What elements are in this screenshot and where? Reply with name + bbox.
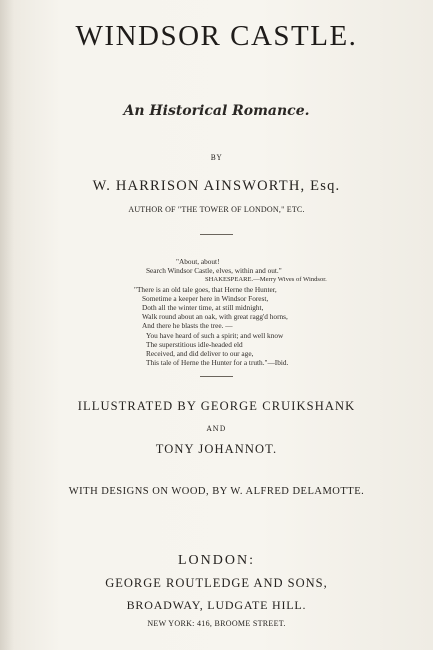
new-york-address: NEW YORK: 416, BROOME STREET. <box>147 619 286 628</box>
epigraph-line: You have heard of such a spirit; and well know <box>146 331 284 340</box>
author-credit: AUTHOR OF "THE TOWER OF LONDON," ETC. <box>128 205 305 214</box>
epigraph-line: And there he blasts the tree. — <box>142 321 233 330</box>
book-subtitle: An Historical Romance. <box>123 103 310 119</box>
epigraph-line: The superstitious idle-headed eld <box>146 340 243 349</box>
by-label: BY <box>210 154 223 162</box>
publisher-address: BROADWAY, LUDGATE HILL. <box>126 598 307 612</box>
divider-rule <box>200 376 233 377</box>
publisher-name: GEORGE ROUTLEDGE AND SONS, <box>105 576 328 590</box>
epigraph-line: SHAKESPEARE.—Merry Wives of Windsor. <box>205 276 327 283</box>
and-label: AND <box>206 425 227 433</box>
epigraph-line: Sometime a keeper here in Windsor Forest, <box>142 294 269 303</box>
epigraph-line: Walk round about an oak, with great ragg'd horns, <box>142 312 288 321</box>
epigraph-line: Received, and did deliver to our age, <box>146 349 254 358</box>
epigraph-line: Doth all the winter time, at still midnight, <box>142 303 264 312</box>
epigraph-line: "About, about! <box>176 257 220 266</box>
author-name: W. HARRISON AINSWORTH, Esq. <box>92 178 341 194</box>
illustrator-line: ILLUSTRATED BY GEORGE CRUIKSHANK <box>77 399 356 413</box>
publication-place: LONDON: <box>178 553 255 568</box>
divider-rule <box>200 234 233 235</box>
epigraph-line: "There is an old tale goes, that Herne the Hunter, <box>134 285 277 294</box>
book-title: WINDSOR CASTLE. <box>75 20 358 52</box>
designs-credit: WITH DESIGNS ON WOOD, BY W. ALFRED DELAMOTTE. <box>68 486 365 497</box>
epigraph-line: This tale of Herne the Hunter for a truth."—Ibid. <box>146 358 289 367</box>
epigraph-line: Search Windsor Castle, elves, within and out." <box>146 266 282 275</box>
second-illustrator: TONY JOHANNOT. <box>155 442 278 456</box>
